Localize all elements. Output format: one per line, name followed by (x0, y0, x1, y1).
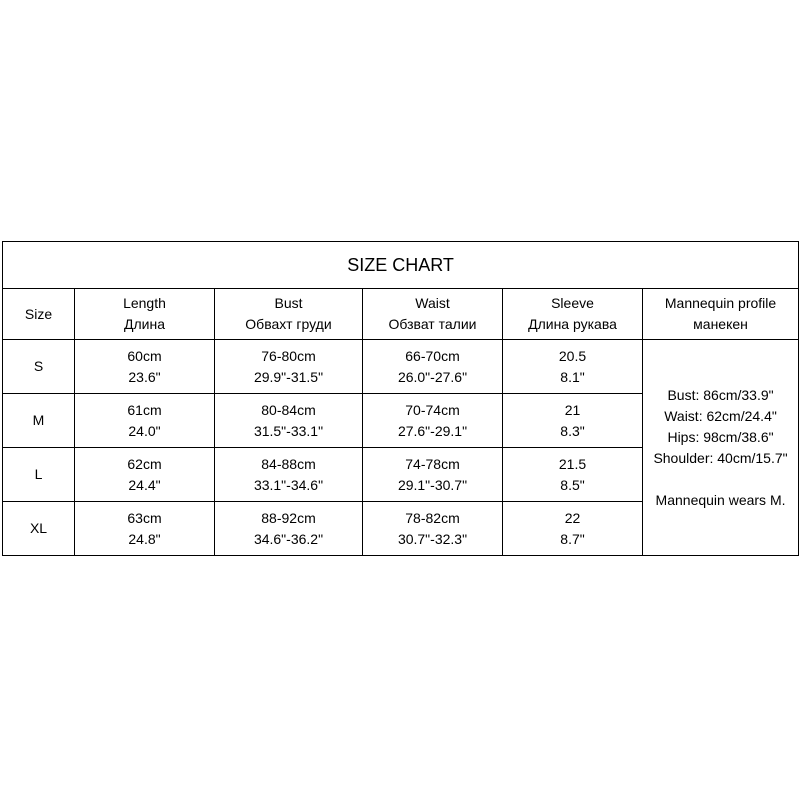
length-cell: 61cm 24.0" (75, 394, 215, 448)
header-size: Size (3, 289, 75, 340)
mannequin-shoulder: Shoulder: 40cm/15.7" (653, 449, 788, 466)
header-waist: Waist Обзват талии (363, 289, 503, 340)
size-cell: L (3, 448, 75, 502)
length-cell: 60cm 23.6" (75, 340, 215, 394)
bust-cell: 88-92cm 34.6"-36.2" (215, 502, 363, 556)
mannequin-profile-cell (643, 340, 799, 556)
sleeve-cell: 21.5 8.5" (503, 448, 643, 502)
header-bust: Bust Обвахт груди (215, 289, 363, 340)
size-chart-table (2, 241, 799, 556)
mannequin-waist: Waist: 62cm/24.4" (664, 407, 777, 424)
size-cell: S (3, 340, 75, 394)
sleeve-cell: 20.5 8.1" (503, 340, 643, 394)
waist-cell: 74-78cm 29.1"-30.7" (363, 448, 503, 502)
waist-cell: 66-70cm 26.0"-27.6" (363, 340, 503, 394)
table-row (3, 340, 799, 394)
waist-cell: 78-82cm 30.7"-32.3" (363, 502, 503, 556)
mannequin-note: Mannequin wears M. (655, 491, 786, 508)
mannequin-bust: Bust: 86cm/33.9" (667, 386, 774, 403)
bust-cell: 76-80cm 29.9"-31.5" (215, 340, 363, 394)
size-cell: M (3, 394, 75, 448)
bust-cell: 84-88cm 33.1"-34.6" (215, 448, 363, 502)
waist-cell: 70-74cm 27.6"-29.1" (363, 394, 503, 448)
mannequin-hips: Hips: 98cm/38.6" (667, 428, 774, 445)
header-sleeve: Sleeve Длина рукава (503, 289, 643, 340)
header-row (3, 289, 799, 340)
header-length: Length Длина (75, 289, 215, 340)
chart-title: SIZE CHART (3, 242, 799, 289)
sleeve-cell: 21 8.3" (503, 394, 643, 448)
bust-cell: 80-84cm 31.5"-33.1" (215, 394, 363, 448)
sleeve-cell: 22 8.7" (503, 502, 643, 556)
header-mannequin-profile: Mannequin profile манекен (643, 289, 799, 340)
size-cell: XL (3, 502, 75, 556)
length-cell: 63cm 24.8" (75, 502, 215, 556)
length-cell: 62cm 24.4" (75, 448, 215, 502)
